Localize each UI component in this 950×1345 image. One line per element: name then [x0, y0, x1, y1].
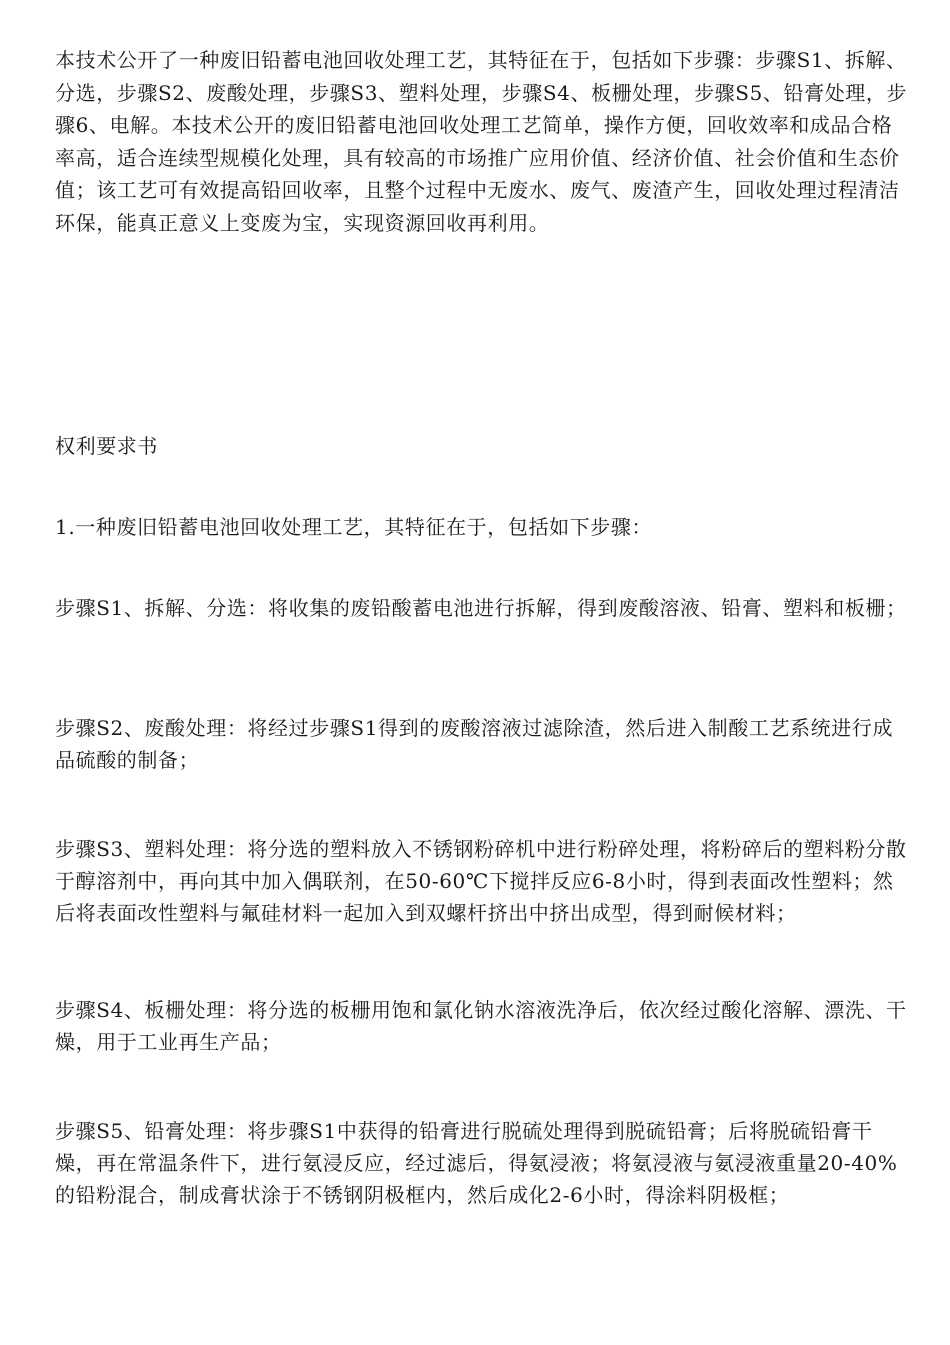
- step-s1-paragraph: 步骤S1、拆解、分选：将收集的废铅酸蓄电池进行拆解，得到废酸溶液、铅膏、塑料和板栅；: [55, 596, 907, 620]
- claim-1-intro: 1.一种废旧铅蓄电池回收处理工艺，其特征在于，包括如下步骤：: [55, 515, 653, 539]
- step-s4-paragraph: 步骤S4、板栅处理：将分选的板栅用饱和氯化钠水溶液洗净后，依次经过酸化溶解、漂洗、干燥，用于工业再生产品；: [55, 998, 907, 1054]
- step-s3-paragraph: 步骤S3、塑料处理：将分选的塑料放入不锈钢粉碎机中进行粉碎处理，将粉碎后的塑料粉分散于醇溶剂中，再向其中加入偶联剂，在50-60℃下搅拌反应6-8小时，得到表面改性塑料；然后将表面改性塑料与氟硅材料一起加入到双螺杆挤出中挤出成型，得到耐候材料；: [55, 837, 907, 925]
- step-s5-paragraph: 步骤S5、铅膏处理：将步骤S1中获得的铅膏进行脱硫处理得到脱硫铅膏；后将脱硫铅膏干燥，再在常温条件下，进行氨浸反应，经过滤后，得氨浸液；将氨浸液与氨浸液重量20-40%的铅粉混合，制成膏状涂于不锈钢阴极框内，然后成化2-6小时，得涂料阴极框；: [55, 1119, 898, 1207]
- abstract-paragraph: 本技术公开了一种废旧铅蓄电池回收处理工艺，其特征在于，包括如下步骤：步骤S1、拆解、分选，步骤S2、废酸处理，步骤S3、塑料处理，步骤S4、板栅处理，步骤S5、铅膏处理，步骤6、电解。本技术公开的废旧铅蓄电池回收处理工艺简单，操作方便，回收效率和成品合格率高，适合连续型规模化处理，具有较高的市场推广应用价值、经济价值、社会价值和生态价值；该工艺可有效提高铅回收率，且整个过程中无废水、废气、废渣产生，回收处理过程清洁环保，能真正意义上变废为宝，实现资源回收再利用。: [55, 48, 908, 235]
- claims-heading: 权利要求书: [55, 434, 158, 458]
- step-s2-paragraph: 步骤S2、废酸处理：将经过步骤S1得到的废酸溶液过滤除渣，然后进入制酸工艺系统进行成品硫酸的制备；: [55, 716, 894, 772]
